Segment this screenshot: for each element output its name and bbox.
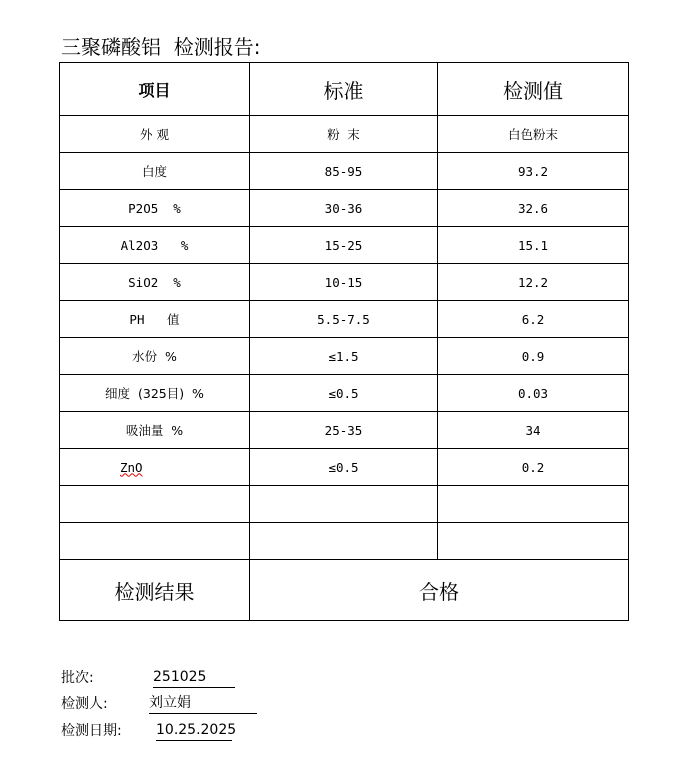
row-value: 12.2 bbox=[438, 264, 629, 301]
empty-cell bbox=[438, 486, 629, 523]
row-item: PH 值 bbox=[60, 301, 250, 338]
row-standard: 10-15 bbox=[250, 264, 438, 301]
empty-cell bbox=[250, 486, 438, 523]
row-value: 15.1 bbox=[438, 227, 629, 264]
row-item: SiO2 % bbox=[60, 264, 250, 301]
empty-cell bbox=[60, 523, 250, 560]
empty-row bbox=[60, 523, 629, 560]
result-row bbox=[60, 560, 629, 621]
empty-cell bbox=[438, 523, 629, 560]
result-label: 检测结果 bbox=[60, 560, 250, 621]
header-standard: 标准 bbox=[250, 63, 438, 116]
inspector-line bbox=[61, 694, 191, 714]
empty-cell bbox=[60, 486, 250, 523]
row-item: Al2O3 % bbox=[60, 227, 250, 264]
batch-value: 251025 bbox=[153, 668, 235, 688]
table-row bbox=[60, 412, 629, 449]
table-row bbox=[60, 116, 629, 153]
row-item: 细度 (325目) % bbox=[60, 375, 250, 412]
report-title: 三聚磷酸铝 检测报告: bbox=[61, 35, 261, 59]
table-header-row bbox=[60, 63, 629, 116]
row-standard: 30-36 bbox=[250, 190, 438, 227]
inspection-table bbox=[59, 62, 629, 621]
date-value: 10.25.2025 bbox=[156, 721, 232, 741]
inspector-label: 检测人: bbox=[61, 696, 108, 712]
row-standard: ≤0.5 bbox=[250, 375, 438, 412]
date-line bbox=[61, 721, 237, 741]
row-item bbox=[60, 449, 250, 486]
row-item-text: ZnO bbox=[120, 459, 143, 475]
row-value: 6.2 bbox=[438, 301, 629, 338]
inspector-value: 刘立娟 bbox=[149, 694, 257, 714]
row-standard: ≤0.5 bbox=[250, 449, 438, 486]
table-row bbox=[60, 338, 629, 375]
row-standard: 15-25 bbox=[250, 227, 438, 264]
row-value: 0.2 bbox=[438, 449, 629, 486]
row-item: 水份 % bbox=[60, 338, 250, 375]
table-row bbox=[60, 264, 629, 301]
row-value: 34 bbox=[438, 412, 629, 449]
result-value: 合格 bbox=[250, 560, 629, 621]
table-row bbox=[60, 449, 629, 486]
row-standard: 85-95 bbox=[250, 153, 438, 190]
table-row bbox=[60, 375, 629, 412]
row-item: P2O5 % bbox=[60, 190, 250, 227]
table-row bbox=[60, 190, 629, 227]
row-value: 0.9 bbox=[438, 338, 629, 375]
date-label: 检测日期: bbox=[61, 723, 122, 739]
row-item: 白度 bbox=[60, 153, 250, 190]
header-value: 检测值 bbox=[438, 63, 629, 116]
empty-row bbox=[60, 486, 629, 523]
row-standard: ≤1.5 bbox=[250, 338, 438, 375]
row-value: 32.6 bbox=[438, 190, 629, 227]
row-value: 白色粉末 bbox=[438, 116, 629, 153]
row-value: 0.03 bbox=[438, 375, 629, 412]
header-item: 项目 bbox=[60, 63, 250, 116]
row-standard: 粉 末 bbox=[250, 116, 438, 153]
row-item: 外 观 bbox=[60, 116, 250, 153]
row-item: 吸油量 % bbox=[60, 412, 250, 449]
row-value: 93.2 bbox=[438, 153, 629, 190]
table-row bbox=[60, 301, 629, 338]
table-row bbox=[60, 153, 629, 190]
batch-label: 批次: bbox=[61, 670, 94, 686]
batch-line bbox=[61, 668, 207, 688]
row-standard: 25-35 bbox=[250, 412, 438, 449]
empty-cell bbox=[250, 523, 438, 560]
row-standard: 5.5-7.5 bbox=[250, 301, 438, 338]
table-row bbox=[60, 227, 629, 264]
